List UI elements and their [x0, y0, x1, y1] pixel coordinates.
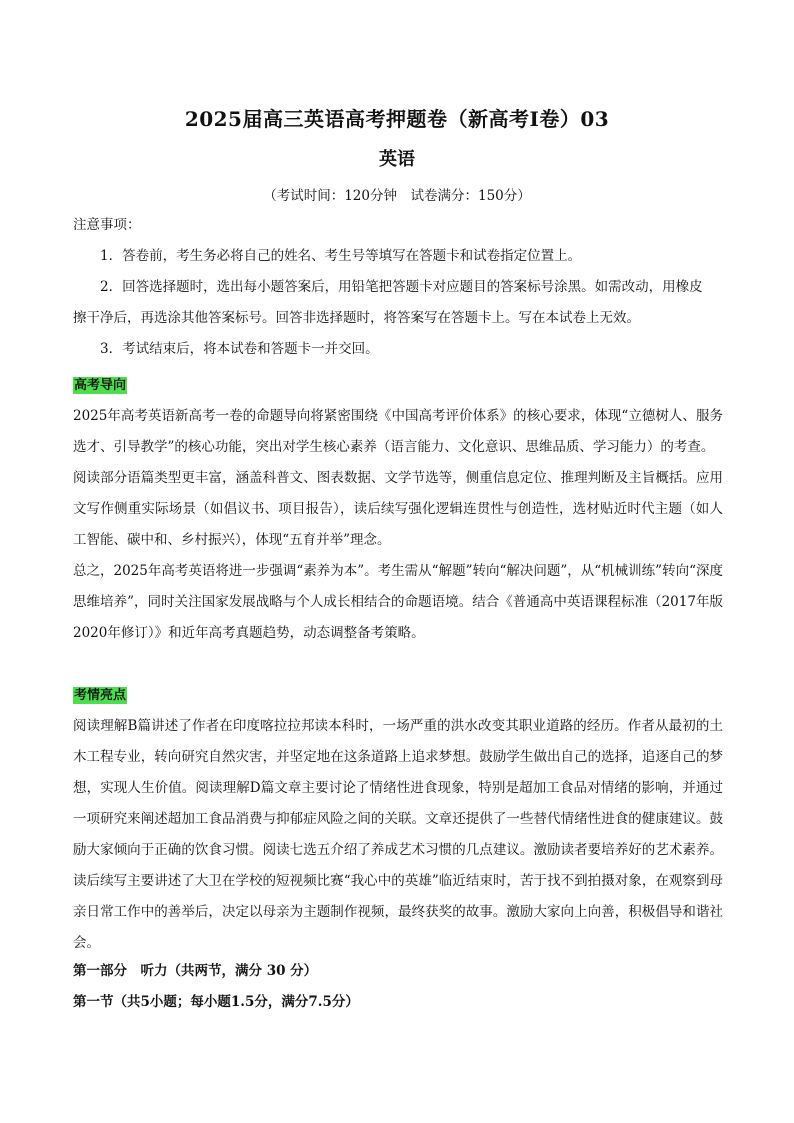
subject-title: 英语 [379, 149, 415, 170]
note-item-2-line-2: 擦干净后，再选涂其他答案标号。回答非选择题时，将答案写在答题卡上。写在本试卷上无效。 [73, 310, 640, 326]
guide-section [73, 370, 723, 649]
note-item-3: 3．考试结束后，将本试卷和答题卡一并交回。 [100, 341, 379, 357]
exam-info: （考试时间：120分钟 试卷满分：150分） [263, 188, 531, 204]
highlights-paragraph: 阅读理解B篇讲述了作者在印度喀拉拉邦读本科时，一场严重的洪水改变其职业道路的经历。作者从最初的土木工程专业，转向研究自然灾害，并坚定地在这条道路上追求梦想。鼓励学生做出自己的选择，追逐自己的梦想，实现人生价值。阅读理解D篇文章主要讨论了情绪性进食现象，特别是超加工食品对情绪的影响，并通过一项研究来阐述超加工食品消费与抑郁症风险之间的关联。文章还提供了一些替代情绪性进食的健康建议。鼓励大家倾向于正确的饮食习惯。阅读七选五介绍了养成艺术习惯的几点建议。激励读者要培养好的艺术素养。读后续写主要讲述了大卫在学校的短视频比赛“我心中的英雄”临近结束时，苦于找不到拍摄对象，在观察到母亲日常工作中的善举后，决定以母亲为主题制作视频，最终获奖的故事。激励大家向上向善，积极倡导和谐社会。 [73, 718, 723, 951]
note-item-1: 1．答卷前，考生务必将自己的姓名、考生号等填写在答题卡和试卷指定位置上。 [100, 248, 582, 264]
guide-tag: 高考导向 [74, 378, 127, 393]
guide-paragraph-3: 总之，2025年高考英语将进一步强调“素养为本”。考生需从“解题”转向“解决问题”，从“机械训练”转向“深度思维培养”，同时关注国家发展战略与个人成长相结合的命题语境。结合《普通高中英语课程标准（2017年版2020年修订）》和近年高考真题趋势，动态调整备考策略。 [73, 563, 723, 641]
guide-paragraph-1: 2025年高考英语新高考一卷的命题导向将紧密围绕《中国高考评价体系》的核心要求，体现“立德树人、服务选才、引导教学”的核心功能，突出对学生核心素养（语言能力、文化意识、思维品质、学习能力）的考查。 [73, 408, 723, 455]
notes-heading: 注意事项： [73, 217, 141, 233]
page-title: 2025届高三英语高考押题卷（新高考I卷）03 [184, 107, 610, 131]
listening-section [73, 956, 723, 1018]
highlights-section [73, 680, 723, 959]
section-1-heading: 第一节（共5小题；每小题1.5分，满分7.5分） [73, 994, 359, 1010]
highlights-tag: 考情亮点 [74, 688, 127, 703]
guide-paragraph-2: 阅读部分语篇类型更丰富，涵盖科普文、图表数据、文学节选等，侧重信息定位、推理判断及主旨概括。应用文写作侧重实际场景（如倡议书、项目报告），读后续写强化逻辑连贯性与创造性，选材贴近时代主题（如人工智能、碳中和、乡村振兴），体现“五育并举”理念。 [73, 470, 723, 548]
note-item-2-line-1: 2．回答选择题时，选出每小题答案后，用铅笔把答题卡对应题目的答案标号涂黑。如需改动，用橡皮 [100, 279, 703, 295]
part-1-heading: 第一部分 听力（共两节，满分 30 分） [73, 963, 318, 979]
notes-section [73, 210, 723, 365]
